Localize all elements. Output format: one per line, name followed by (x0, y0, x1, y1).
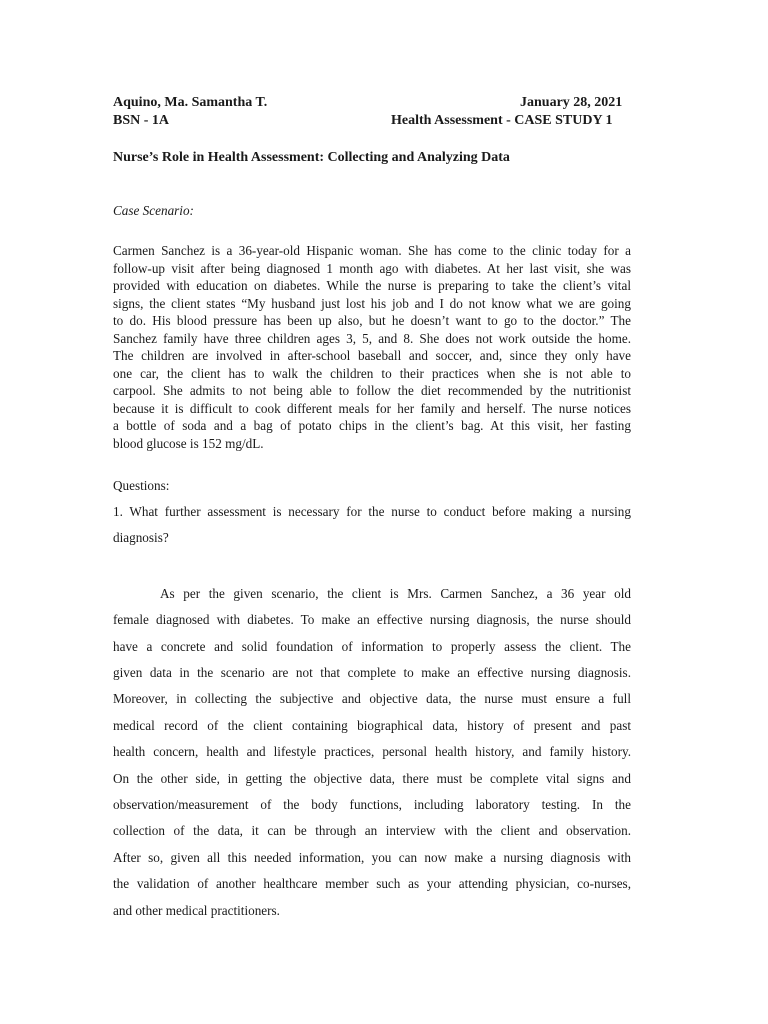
scenario-line: Sanchez family have three children ages 3, 5, and 8. She does not work outside the home. (113, 330, 631, 346)
scenario-line: because it is difficult to cook different meals for her family and herself. The nurse notices (113, 400, 631, 416)
answer-line: health concern, health and lifestyle practices, personal health history, and family history. (113, 744, 631, 759)
scenario-line: carpool. She admits to not being able to follow the diet recommended by the nutritionist (113, 383, 631, 398)
answer-line: collection of the data, it can be through an interview with the client and observation. (113, 823, 631, 838)
scenario-line: Carmen Sanchez is a 36-year-old Hispanic woman. She has come to the clinic today for a (113, 243, 631, 258)
student-name: Aquino, Ma. Samantha T. (113, 95, 268, 110)
scenario-paragraph (113, 242, 631, 452)
answer-line: and other medical practitioners. (113, 903, 280, 918)
question-1-line: 1. What further assessment is necessary for the nurse to conduct before making a nursing (113, 504, 631, 519)
answer-line: After so, given all this needed information, you can now make a nursing diagnosis with (113, 850, 631, 865)
scenario-line: a bottle of soda and a bag of potato chips in the client’s bag. At this visit, her fasting (113, 418, 631, 433)
answer-line: medical record of the client containing biographical data, history of present and past (113, 718, 631, 733)
answer-line: observation/measurement of the body functions, including laboratory testing. In the (113, 797, 631, 812)
scenario-line: to do. His blood pressure has been up also, but he doesn’t want to go to the doctor.” The (113, 313, 631, 328)
scenario-line: one car, the client has to walk the children to their practices when she is not able to (113, 365, 631, 381)
answer-line: As per the given scenario, the client is Mrs. Carmen Sanchez, a 36 year old (160, 586, 631, 601)
answer-line: On the other side, in getting the objective data, there must be complete vital signs and (113, 771, 631, 786)
questions-heading: Questions: (113, 478, 170, 493)
answer-line: female diagnosed with diabetes. To make an effective nursing diagnosis, the nurse should (113, 612, 631, 627)
course-title: Health Assessment - CASE STUDY 1 (391, 113, 613, 128)
answer-line: given data in the scenario are not that complete to make an effective nursing diagnosis. (113, 665, 631, 680)
scenario-heading: Case Scenario: (113, 203, 194, 218)
answer-line: have a concrete and solid foundation of information to properly assess the client. The (113, 639, 631, 654)
document-title: Nurse’s Role in Health Assessment: Collecting and Analyzing Data (113, 150, 510, 165)
scenario-line: provided with education on diabetes. While the nurse is preparing to take the client’s vital (113, 278, 631, 293)
scenario-line: signs, the client states “My husband just lost his job and I do not know what we are going (113, 295, 631, 311)
document-date: January 28, 2021 (520, 95, 623, 110)
question-1-line: diagnosis? (113, 530, 169, 545)
scenario-line: blood glucose is 152 mg/dL. (113, 435, 264, 451)
scenario-line: follow-up visit after being diagnosed 1 month ago with diabetes. At her last visit, she was (113, 260, 631, 276)
scenario-line: The children are involved in after-school baseball and soccer, and, since they only have (113, 348, 631, 363)
answer-line: the validation of another healthcare member such as your attending physician, co-nurses, (113, 876, 631, 891)
answer-line: Moreover, in collecting the subjective and objective data, the nurse must ensure a full (113, 691, 631, 706)
student-section: BSN - 1A (113, 113, 170, 128)
